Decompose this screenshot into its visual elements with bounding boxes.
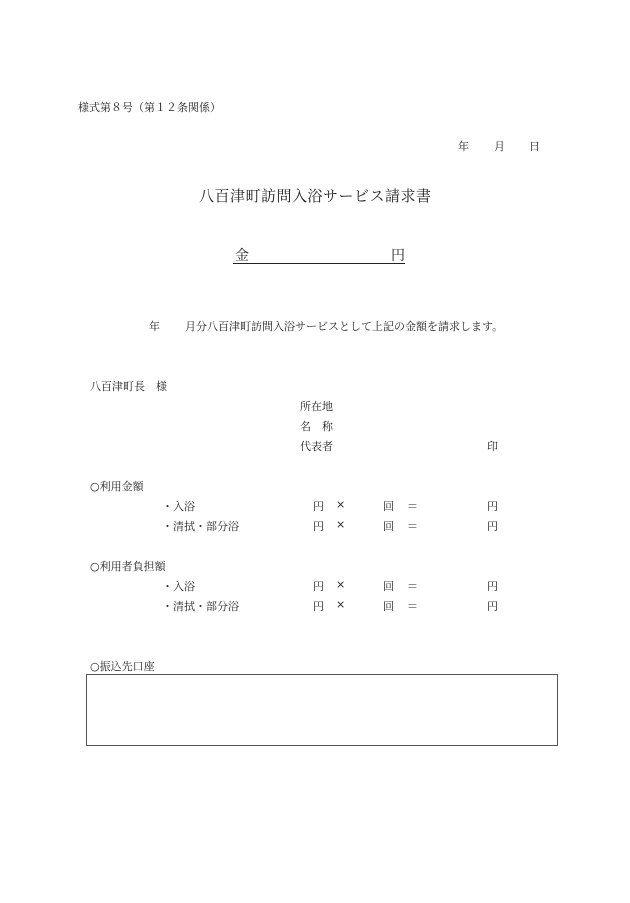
row-count: 回 (383, 520, 394, 533)
statement-year: 年 (149, 320, 160, 333)
row-equals: ＝ (407, 500, 418, 513)
amount-suffix: 円 (391, 248, 405, 264)
row-yen: 円 (313, 580, 324, 593)
date-month: 月 (494, 140, 505, 153)
row-times: × (336, 518, 346, 531)
row-total-yen: 円 (487, 600, 498, 613)
bank-account-heading: ○振込先口座 (90, 660, 155, 673)
row-total-yen: 円 (487, 520, 498, 533)
address-label: 所在地 (300, 400, 333, 413)
row-item: ・入浴 (162, 500, 195, 513)
row-total-yen: 円 (487, 580, 498, 593)
row-equals: ＝ (407, 520, 418, 533)
document-title: 八百津町訪問入浴サービス請求書 (199, 187, 432, 205)
row-yen: 円 (313, 500, 324, 513)
statement-text: 月分八百津町訪問入浴サービスとして上記の金額を請求します。 (185, 320, 504, 333)
row-item: ・清拭・部分浴 (162, 600, 239, 613)
bank-account-box[interactable] (86, 674, 558, 746)
usage-fees-heading: ○利用金額 (90, 480, 144, 493)
amount-prefix: 金 (235, 248, 249, 264)
row-times: × (336, 598, 346, 611)
row-count: 回 (383, 600, 394, 613)
representative-label: 代表者 (300, 440, 333, 453)
row-equals: ＝ (407, 600, 418, 613)
row-yen: 円 (313, 520, 324, 533)
name-label: 名 称 (300, 420, 333, 433)
row-item: ・清拭・部分浴 (162, 520, 239, 533)
user-charges-heading: ○利用者負担額 (90, 560, 166, 573)
row-item: ・入浴 (162, 580, 195, 593)
form-number: 様式第８号（第１２条関係） (78, 101, 221, 114)
seal-mark: 印 (487, 440, 498, 453)
row-count: 回 (383, 580, 394, 593)
date-year: 年 (458, 140, 469, 153)
date-day: 日 (529, 140, 540, 153)
row-times: × (336, 578, 346, 591)
row-times: × (336, 498, 346, 511)
row-yen: 円 (313, 600, 324, 613)
amount-line (233, 245, 405, 264)
row-count: 回 (383, 500, 394, 513)
addressee: 八百津町長 様 (90, 380, 167, 393)
row-equals: ＝ (407, 580, 418, 593)
row-total-yen: 円 (487, 500, 498, 513)
